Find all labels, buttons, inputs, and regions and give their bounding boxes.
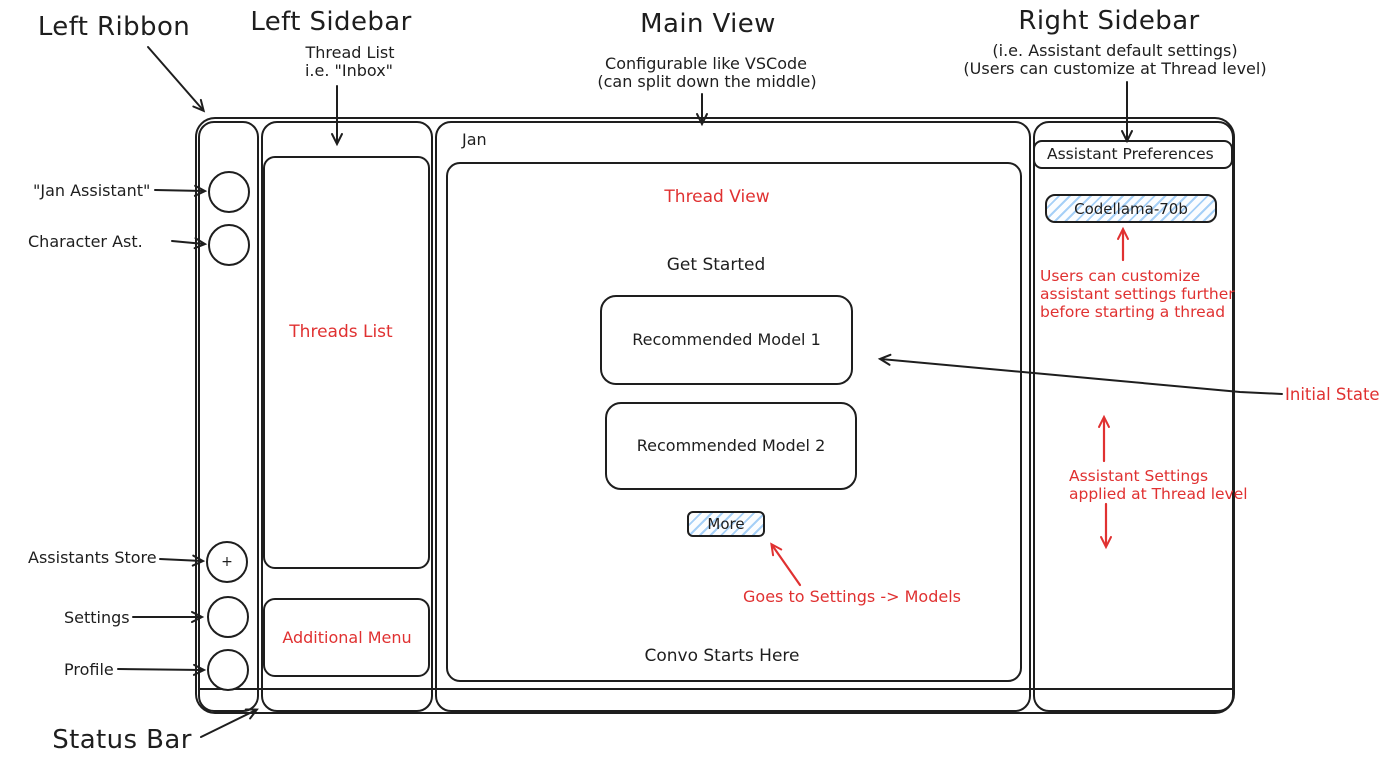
left-sidebar-subnote2: i.e. "Inbox" [304,61,394,80]
main-view-annotation: Main View [640,9,776,39]
status-bar-arrow [201,710,256,737]
right-sidebar-subnote2: (Users can customize at Thread level) [963,59,1267,78]
main-view-subnote1: Configurable like VSCode [605,54,807,73]
recommended-model-2-label: Recommended Model 2 [636,435,826,455]
main-view-title: Jan [462,130,487,149]
right-sidebar-annotation: Right Sidebar [1018,6,1200,36]
profile-annotation: Profile [64,660,114,679]
customize-note-line2: assistant settings further [1040,285,1235,303]
status-bar-annotation: Status Bar [52,725,192,755]
goes-to-settings-arrow [772,545,800,585]
assistants-store-arrow [160,559,202,561]
profile-arrow [118,669,203,670]
jan-assistant-annotation: "Jan Assistant" [33,181,151,200]
get-started-heading: Get Started [666,255,766,275]
applied-note-line1: Assistant Settings [1069,467,1209,485]
codellama-model-label: Codellama-70b [1074,199,1188,218]
settings-annotation: Settings [64,608,130,627]
more-button-label: More [707,515,745,533]
assistant-preferences-label: Assistant Preferences [1047,145,1214,163]
jan-assistant-arrow [155,190,204,191]
thread-view-label: Thread View [664,187,770,207]
character-ast-annotation: Character Ast. [28,232,143,251]
character-ast-arrow [172,241,204,244]
applied-note-line2: applied at Thread level [1069,485,1248,503]
left-ribbon-annotation: Left Ribbon [37,12,191,42]
left-sidebar-subnote1: Thread List [305,43,395,62]
additional-menu-label: Additional Menu [282,628,412,647]
left-sidebar-annotation: Left Sidebar [250,7,412,37]
initial-state-arrow [881,359,1282,394]
right-sidebar-subnote1: (i.e. Assistant default settings) [992,41,1238,60]
customize-note-line1: Users can customize [1040,267,1201,285]
assistants-store-annotation: Assistants Store [28,548,157,567]
main-view-subnote2: (can split down the middle) [597,72,817,91]
convo-starts-here-label: Convo Starts Here [644,646,800,666]
initial-state-annotation: Initial State [1285,385,1380,404]
customize-note-line3: before starting a thread [1040,303,1226,321]
plus-icon: + [221,554,233,570]
goes-to-settings-note: Goes to Settings -> Models [743,587,961,606]
recommended-model-1-label: Recommended Model 1 [632,329,821,349]
left-ribbon-arrow [148,47,203,110]
threads-list-label: Threads List [289,322,393,342]
